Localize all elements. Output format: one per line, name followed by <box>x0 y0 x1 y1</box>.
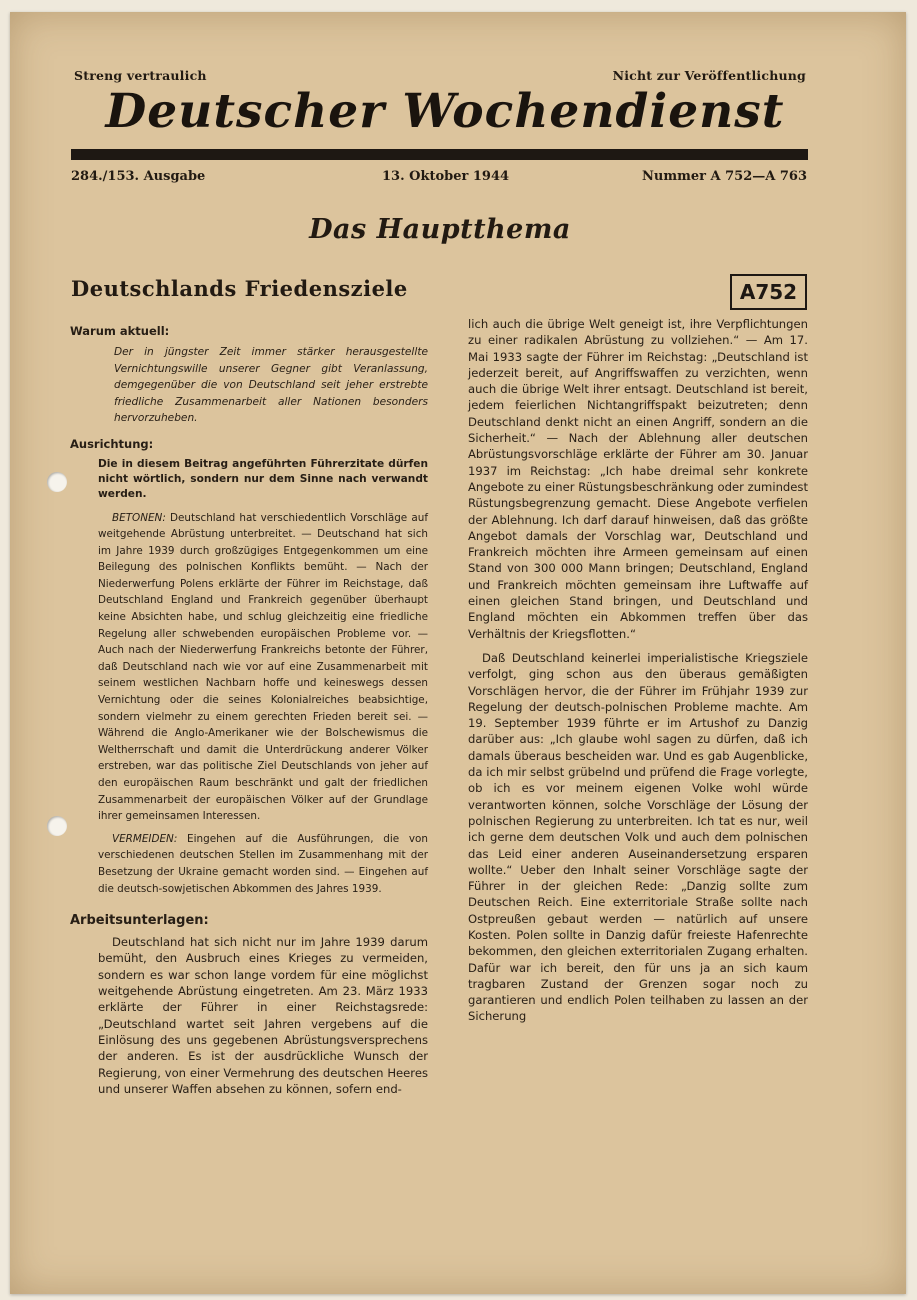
document-page <box>10 12 906 1294</box>
right-column <box>468 316 808 1025</box>
warum-label: Warum aktuell: <box>70 324 170 338</box>
right-paragraph-2: Daß Deutschland keinerlei imperialistische Kriegsziele verfolgt, ging schon aus den überaus gemäßigten Vorschlägen hervor, die der Führer im Frühjahr 1939 zur Regelung der deutsch-polnischen Probleme machte. Am 19. September 1939 führte er im Artushof zu Danzig darüber aus: „Ich glaube wohl sagen zu dürfen, daß ich damals überaus bescheiden war. Und es gab Augenblicke, da ich mir selbst grübelnd und prüfend die Frage vorlegte, ob ich es vor meinem eigenen Volke wohl würde verantworten können, solche Vorschläge der Lösung der polnischen Regierung zu unterbreiten. Ich tat es nur, weil ich gerne dem deutschen Volk und auch dem polnischen das Leid einer anderen Auseinandersetzung ersparen wollte.“ Ueber den Inhalt seiner Vorschläge sagte der Führer in der gleichen Rede: „Danzig sollte zum Deutschen Reich. Eine exterritoriale Straße sollte nach Ostpreußen gebaut werden — natürlich auf unsere Kosten. Polen sollte in Danzig dafür freieste Hafenrechte bekommen, den gleichen exterritorialen Zugang erhalten. Dafür war ich bereit, den für uns ja an sich kaum tragbaren Zustand der Grenzen sogar noch zu garantieren und endlich Polen teilhaben zu lassen an der Sicherung <box>468 650 808 1024</box>
arbeitsunterlagen-label: Arbeitsunterlagen: <box>70 913 209 929</box>
right-paragraph-1: lich auch die übrige Welt geneigt ist, ihre Verpflichtungen zu einer radikalen Abrüstung zu vollziehen.“ — Am 17. Mai 1933 sagte der Führer im Reichstag: „Deutschland ist jederzeit bereit, auf Angriffswaffen zu verzichten, wenn auch die übrige Welt ihrer entsagt. Deutschland ist bereit, jedem feierlichen Nichtangriffspakt beizutreten; denn Deutschland denkt nicht an einen Angriff, sondern an die Sicherheit.“ — Nach der Ablehnung aller deutschen Abrüstungsvorschläge erklärte der Führer am 30. Januar 1937 im Reichstag: „Ich habe dreimal sehr konkrete Angebote zu einer Rüstungsbeschränkung oder zumindest Rüstungsbegrenzung gemacht. Diese Angebote verfielen der Ablehnung. Ich darf darauf hinweisen, daß das größte Angebot damals der Vorschlag war, Deutschland und Frankreich möchten ihre Armeen gemeinsam auf einen Stand von 300 000 Mann bringen; Deutschland, England und Frankreich möchten gemeinsam ihre Luftwaffe auf einen gleichen Stand bringen, und Deutschland und England möchten ein Abkommen treffen über das Verhältnis der Kriegsflotten.“ <box>468 317 808 641</box>
article-title: Deutschlands Friedensziele <box>71 276 408 301</box>
article-badge: A752 <box>730 274 807 310</box>
warum-text: Der in jüngster Zeit immer stärker herausgestellte Vernichtungswille unserer Gegner gibt Veranlassung, demgegenüber die von Deutschland seit jeher erstrebte friedliche Zusammenarbeit aller Nationen besonders hervorzuheben. <box>114 346 428 424</box>
masthead-rule <box>71 149 808 160</box>
betonen-keyword: BETONEN: <box>112 511 166 524</box>
punch-hole <box>47 816 67 836</box>
issue-number: 284./153. Ausgabe <box>71 169 206 184</box>
confidential-label: Streng vertraulich <box>74 68 207 83</box>
punch-hole <box>47 472 67 492</box>
not-for-publication-label: Nicht zur Veröffentlichung <box>612 68 806 83</box>
issue-date: 13. Oktober 1944 <box>382 169 510 184</box>
vermeiden-keyword: VERMEIDEN: <box>112 832 178 845</box>
left-column <box>70 318 428 1097</box>
vermeiden-paragraph <box>70 831 428 897</box>
item-numbers: Nummer A 752—A 763 <box>642 169 807 184</box>
arbeitsunterlagen-text: Deutschland hat sich nicht nur im Jahre 1939 darum bemüht, den Ausbruch eines Krieges zu vermeiden, sondern es war schon lange vordem für eine möglichst weitgehende Abrüstung eingetreten. Am 23. März 1933 erklärte der Führer in einer Reichstagsrede: „Deutschland wartet seit Jahren vergebens auf die Einlösung des uns gegebenen Abrüstungsversprechens der anderen. Es ist der ausdrückliche Wunsch der Regierung, von einer Vermehrung des deutschen Heeres und unserer Waffen absehen zu können, sofern end- <box>98 935 428 1096</box>
section-title: Das Hauptthema <box>309 214 571 245</box>
ausrichtung-label: Ausrichtung: <box>70 436 154 451</box>
vermeiden-text: Eingehen auf die Ausführungen, die von verschiedenen deutschen Stellen im Zusammenhang mit der Besetzung der Ukraine gemacht worden sind. — Eingehen auf die deutsch-sowjetischen Abkommen des Jahres 1939. <box>98 832 428 895</box>
ausrichtung-note: Die in diesem Beitrag angeführten Führerzitate dürfen nicht wörtlich, sondern nur dem Sinne nach verwandt werden. <box>98 457 428 500</box>
masthead-title: Deutscher Wochendienst <box>105 84 785 139</box>
betonen-paragraph <box>70 510 428 825</box>
betonen-text: Deutschland hat verschiedentlich Vorschläge auf weitgehende Abrüstung unterbreitet. — Deutschand hat sich im Jahre 1939 durch großzügiges Entgegenkommen um eine Beilegung des polnischen Konflikts bemüht. — Nach der Niederwerfung Polens erklärte der Führer im Reichstage, daß Deutschland England und Frankreich gegenüber überhaupt keine Absichten habe, und schlug gleichzeitig eine friedliche Regelung aller schwebenden europäischen Probleme vor. — Auch nach der Niederwerfung Frankreichs betonte der Führer, daß Deutschland nach wie vor auf eine Zusammenarbeit mit seinem westlichen Nachbarn hoffe und keineswegs dessen Vernichtung oder die seines Kolonialreiches beabsichtige, sondern vielmehr zu einem gerechten Frieden bereit sei. — Während die Anglo-Amerikaner wie der Bolschewismus die Weltherrschaft und damit die Unterdrückung anderer Völker erstreben, war das politische Ziel Deutschlands von jeher auf den europäischen Raum beschränkt und galt der friedlichen Zusammenarbeit der europäischen Völker auf der Grundlage ihrer gemeinsamen Interessen. <box>98 511 428 823</box>
